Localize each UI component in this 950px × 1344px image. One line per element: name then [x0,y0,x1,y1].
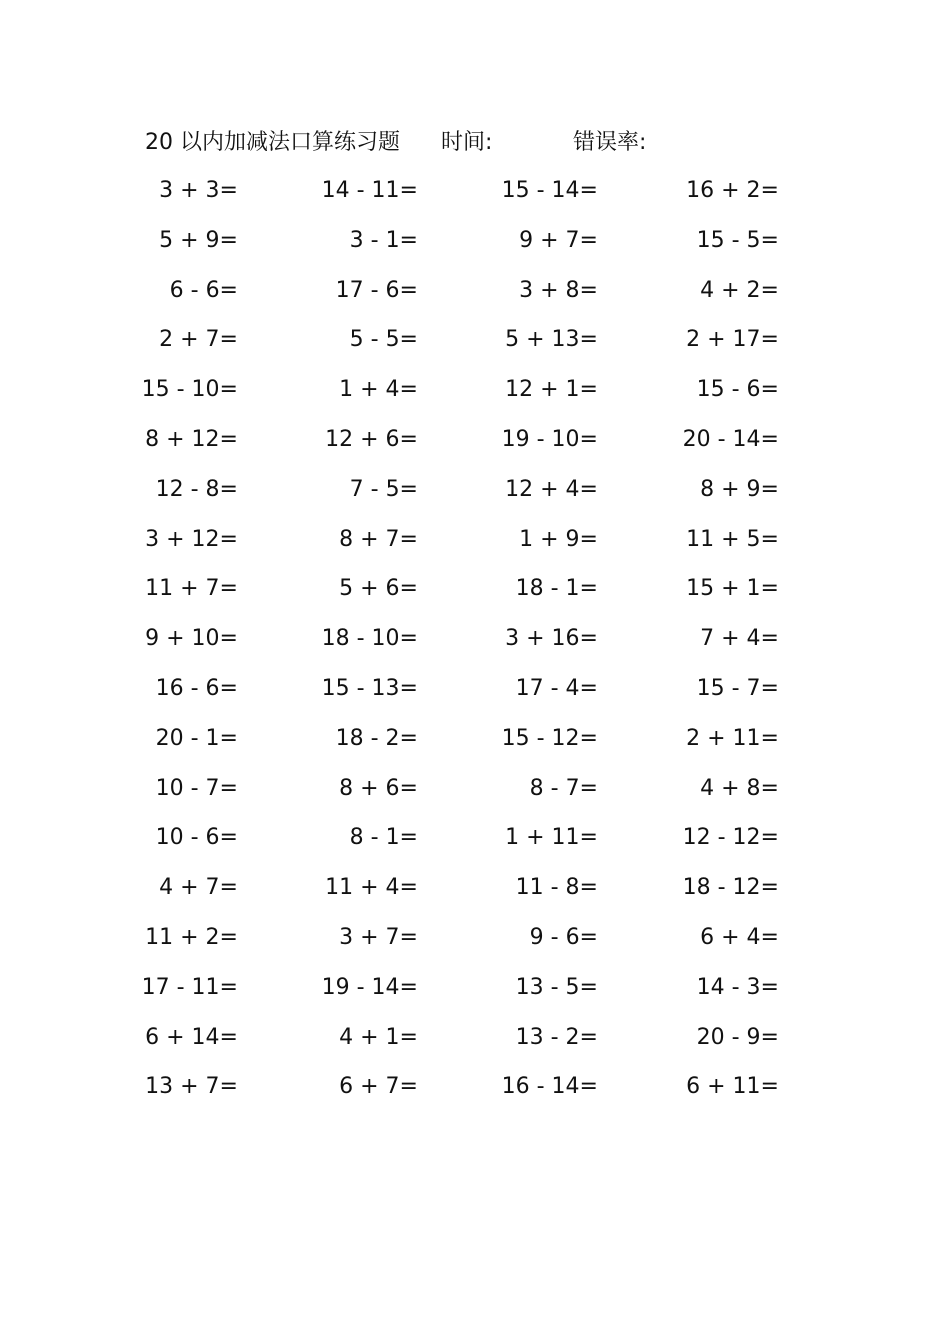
problem-cell: 11 + 5= [686,526,779,552]
problem-cell: 12 + 6= [325,426,418,452]
worksheet-header [145,126,845,160]
problem-row [0,622,950,672]
problem-row [0,572,950,622]
problem-row [0,772,950,822]
problem-cell: 10 - 7= [155,775,238,801]
problem-cell: 3 + 3= [159,178,238,203]
problem-cell: 11 + 7= [145,576,238,602]
problem-cell: 6 + 4= [700,924,779,950]
problem-cell: 5 - 5= [349,327,418,353]
problem-cell: 15 - 5= [696,227,779,253]
problem-row [0,323,950,373]
problem-row [0,1070,950,1120]
problem-row [0,423,950,473]
problem-cell: 5 + 9= [159,227,238,253]
problem-cell: 12 + 4= [505,476,598,502]
problem-cell: 15 - 14= [501,178,598,203]
problem-row [0,373,950,423]
problem-cell: 6 + 11= [686,1074,779,1100]
problem-cell: 8 + 12= [145,426,238,452]
problem-cell: 3 + 12= [145,526,238,552]
problem-cell: 18 - 10= [321,626,418,652]
problem-row [0,921,950,971]
problem-cell: 3 + 7= [339,924,418,950]
problem-cell: 18 - 2= [335,725,418,751]
problem-cell: 15 - 13= [321,675,418,701]
problem-cell: 20 - 14= [682,426,779,452]
problem-cell: 17 - 11= [141,974,238,1000]
problem-cell: 20 - 9= [696,1024,779,1050]
problem-cell: 10 - 6= [155,825,238,851]
problem-row [0,871,950,921]
problem-cell: 16 - 14= [501,1074,598,1100]
problem-cell: 14 - 3= [696,974,779,1000]
problem-cell: 9 + 10= [145,626,238,652]
problem-cell: 3 - 1= [349,227,418,253]
problem-cell: 7 + 4= [700,626,779,652]
problem-cell: 3 + 16= [505,626,598,652]
problem-cell: 11 - 8= [515,875,598,901]
problem-cell: 4 + 7= [159,875,238,901]
problem-cell: 2 + 17= [686,327,779,353]
problem-cell: 17 - 6= [335,277,418,303]
problem-cell: 5 + 13= [505,327,598,353]
problem-cell: 4 + 1= [339,1024,418,1050]
problem-row [0,523,950,573]
problem-cell: 7 - 5= [349,476,418,502]
problem-cell: 15 + 1= [686,576,779,602]
problem-row [0,821,950,871]
problem-row [0,473,950,523]
problem-cell: 15 - 12= [501,725,598,751]
problem-cell: 13 - 2= [515,1024,598,1050]
error-rate-label: 错误率: [573,130,647,155]
problem-cell: 18 - 12= [682,875,779,901]
problem-cell: 8 - 1= [349,825,418,851]
problem-row [0,722,950,772]
problem-cell: 16 + 2= [686,178,779,203]
problem-cell: 8 - 7= [529,775,598,801]
problem-cell: 12 - 12= [682,825,779,851]
problem-cell: 18 - 1= [515,576,598,602]
problem-cell: 12 + 1= [505,377,598,403]
problem-cell: 1 + 4= [339,377,418,403]
problem-cell: 15 - 10= [141,377,238,403]
time-label: 时间: [441,130,493,155]
problem-cell: 8 + 7= [339,526,418,552]
problem-cell: 14 - 11= [321,178,418,203]
problem-cell: 1 + 9= [519,526,598,552]
problem-row [0,971,950,1021]
problem-cell: 20 - 1= [155,725,238,751]
problem-cell: 17 - 4= [515,675,598,701]
problem-row [0,274,950,324]
problem-cell: 5 + 6= [339,576,418,602]
problem-cell: 11 + 2= [145,924,238,950]
problem-row [0,672,950,722]
problem-cell: 3 + 8= [519,277,598,303]
problem-cell: 6 + 7= [339,1074,418,1100]
problem-cell: 6 - 6= [169,277,238,303]
problem-cell: 19 - 14= [321,974,418,1000]
problem-cell: 19 - 10= [501,426,598,452]
problem-cell: 2 + 11= [686,725,779,751]
problem-cell: 9 - 6= [529,924,598,950]
problem-cell: 6 + 14= [145,1024,238,1050]
problem-cell: 8 + 6= [339,775,418,801]
problem-cell: 13 - 5= [515,974,598,1000]
problem-cell: 9 + 7= [519,227,598,253]
problem-grid [0,174,950,1120]
problem-cell: 15 - 6= [696,377,779,403]
problem-row [0,174,950,224]
problem-cell: 4 + 8= [700,775,779,801]
problem-cell: 13 + 7= [145,1074,238,1100]
problem-cell: 1 + 11= [505,825,598,851]
problem-cell: 12 - 8= [155,476,238,502]
problem-cell: 8 + 9= [700,476,779,502]
problem-cell: 16 - 6= [155,675,238,701]
problem-row [0,1021,950,1071]
problem-cell: 15 - 7= [696,675,779,701]
worksheet-title: 20 以内加减法口算练习题 [145,130,400,155]
problem-cell: 2 + 7= [159,327,238,353]
problem-row [0,224,950,274]
problem-cell: 11 + 4= [325,875,418,901]
problem-cell: 4 + 2= [700,277,779,303]
